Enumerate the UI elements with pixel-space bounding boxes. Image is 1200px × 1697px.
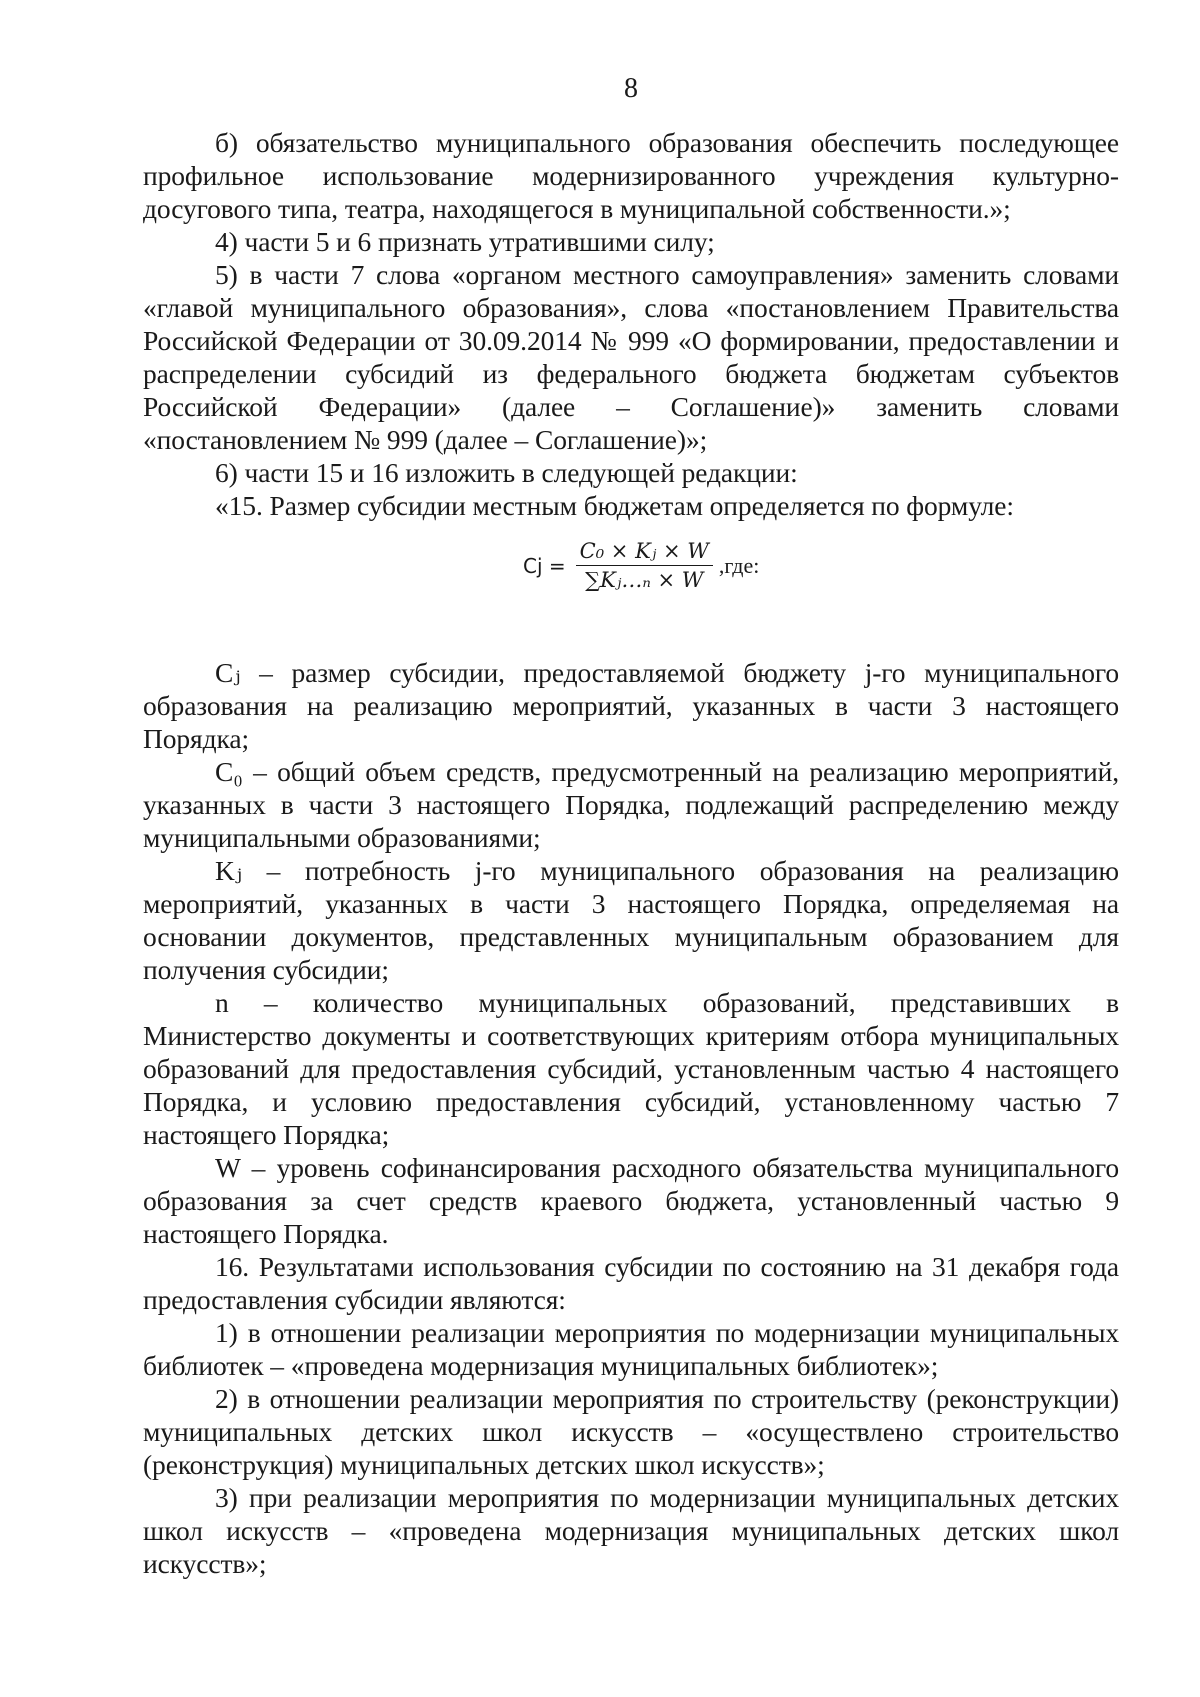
- paragraph: 5) в части 7 слова «органом местного самоуправления» заменить словами «главой муниципального образования», слова «постановлением Правительства Российской Федерации от 30.09.2014 № 999 «О формировании, предоставлении и распределении субсидий из федерального бюджета бюджетам субъектов Российской Федерации» (далее – Соглашение)» заменить словами «постановлением № 999 (далее – Соглашение)»;: [143, 259, 1119, 455]
- formula-tail: ,где:: [718, 552, 760, 578]
- paragraph: 4) части 5 и 6 признать утратившими силу;: [215, 226, 715, 257]
- spacer: [143, 642, 1119, 656]
- paragraph: n – количество муниципальных образований, представивших в Министерство документы и соответствующих критериям отбора муниципальных образований для предоставления субсидий, установленным частью 4 настоящего Порядка, и условию предоставления субсидий, установленному частью 7 настоящего Порядка;: [143, 987, 1119, 1150]
- subsidy-formula: [143, 522, 1119, 642]
- paragraph: б) обязательство муниципального образования обеспечить последующее профильное использование модернизированного учреждения культурно-досугового типа, театра, находящегося в муниципальной собственности.»;: [143, 127, 1119, 224]
- paragraph: «15. Размер субсидии местным бюджетам определяется по формуле:: [215, 490, 1014, 521]
- formula-expression: [523, 538, 759, 593]
- paragraph: 1) в отношении реализации мероприятия по модернизации муниципальных библиотек – «проведена модернизация муниципальных библиотек»;: [143, 1317, 1119, 1381]
- paragraph: W – уровень софинансирования расходного обязательства муниципального образования за счет средств краевого бюджета, установленный частью 9 настоящего Порядка.: [143, 1152, 1119, 1249]
- page-number: 8: [624, 73, 638, 104]
- formula-numerator: C₀ × Kⱼ × W: [579, 539, 709, 563]
- fraction-bar: [576, 565, 713, 566]
- formula-denominator: ∑Kⱼ…ₙ × W: [585, 568, 704, 592]
- paragraph: Cⱼ – размер субсидии, предоставляемой бюджету j-го муниципального образования на реализацию мероприятий, указанных в части 3 настоящего Порядка;: [143, 657, 1119, 754]
- paragraph: 3) при реализации мероприятия по модернизации муниципальных детских школ искусств – «проведена модернизация муниципальных детских школ искусств»;: [143, 1482, 1119, 1579]
- paragraph: 6) части 15 и 16 изложить в следующей редакции:: [215, 457, 798, 488]
- document-body: [143, 126, 1119, 1580]
- paragraph: Kⱼ – потребность j-го муниципального образования на реализацию мероприятий, указанных в части 3 настоящего Порядка, определяемая на основании документов, представленных муниципальным образованием для получения субсидии;: [143, 855, 1119, 985]
- paragraph: 16. Результатами использования субсидии по состоянию на 31 декабря года предоставления субсидии являются:: [143, 1251, 1119, 1315]
- formula-fraction: [576, 538, 713, 593]
- formula-lhs: Cj =: [523, 553, 566, 578]
- paragraph: C₀ – общий объем средств, предусмотренный на реализацию мероприятий, указанных в части 3 настоящего Порядка, подлежащий распределению между муниципальными образованиями;: [143, 756, 1119, 853]
- document-page: [143, 0, 1119, 1697]
- paragraph: 2) в отношении реализации мероприятия по строительству (реконструкции) муниципальных детских школ искусств – «осуществлено строительство (реконструкция) муниципальных детских школ искусств»;: [143, 1383, 1119, 1480]
